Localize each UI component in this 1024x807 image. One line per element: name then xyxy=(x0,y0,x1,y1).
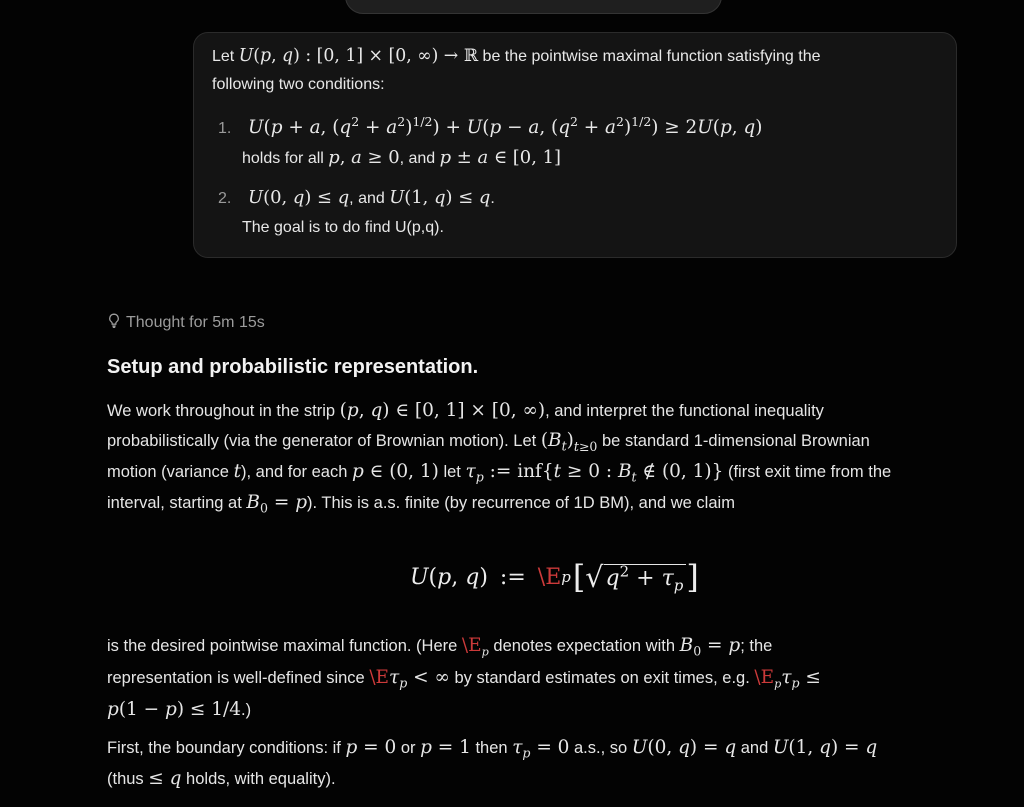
para1-line4: interval, starting at $B_0 = p$). This is a.s. finite (by recurrence of 1D BM), and we claim xyxy=(107,492,735,516)
condition-1-math: U(p + a, $(q^2 + a^2)^{1/2}) + U(p - a$, $(q^2 + a^2)^{1/2}) \ge 2U(p$, q) xyxy=(248,113,763,138)
para2-line2: representation is well-defined since $\backslash E\tau_p$ < ∞ by standard estimates on exit times, e.g. $\backslash E_p\tau_p$ ≤ xyxy=(107,667,821,691)
square-root: √ $q^2 + \tau_p$ xyxy=(585,563,686,592)
lightbulb-icon xyxy=(108,313,126,333)
para1-line2: probabilistically (via the generator of Brownian motion). Let $(B_t)_{t\ge 0}$ be standard 1-dimensional Brownian xyxy=(107,430,870,454)
thought-duration-label: Thought for 5m 15s xyxy=(126,314,265,331)
previous-message-card xyxy=(345,0,722,14)
condition-1: 1. U(p + a, $(q^2 + a^2)^{1/2}) + U(p - a$, $(q^2 + a^2)^{1/2}) \ge 2U(p$, q) xyxy=(218,113,763,138)
problem-intro-line: Let U(p, q) : [0, 1] × [0, ∞) → ℝ be the pointwise maximal function satisfying the xyxy=(212,46,821,66)
para3-line1: First, the boundary conditions: if p = 0 or p = 1 then $\tau_p = 0$ a.s., so U(0, q) = q and U(1, q) = q xyxy=(107,737,878,761)
katex-error-macro: \E xyxy=(537,564,562,590)
para3-line2: (thus ≤ q holds, with equality). xyxy=(107,768,336,789)
para1-line3: motion (variance t), and for each p ∈ (0, 1) let $\tau_p$ := inf{t ≥ 0 : $B_t$ ∉ (0, 1)} (first exit time from the xyxy=(107,461,892,485)
para1-line1: We work throughout in the strip (p, q) ∈ [0, 1] × [0, ∞), and interpret the functional inequality xyxy=(107,400,824,421)
domain-math: U(p, q) : [0, 1] × [0, ∞) → ℝ xyxy=(238,46,479,66)
condition-1-detail: holds for all p, a ≥ 0, and p ± a ∈ [0, 1] xyxy=(242,147,561,168)
user-message-card xyxy=(193,32,957,258)
response-heading: Setup and probabilistic representation. xyxy=(107,356,479,378)
problem-intro-line-2: following two conditions: xyxy=(212,76,385,93)
condition-2: 2. U(0, q) ≤ q, and U(1, q) ≤ q. xyxy=(218,187,495,208)
para2-line3: p(1 − p) ≤ 1/4.) xyxy=(107,699,252,720)
display-equation: U ( p , q ) := \E p [ √ $q^2 + \tau_p$ ] xyxy=(410,558,699,596)
para2-line1: is the desired pointwise maximal function. (Here $\backslash E_p$ denotes expectation with $B_0 = p$; the xyxy=(107,635,773,659)
thought-duration-toggle[interactable] xyxy=(108,313,265,333)
goal-text: The goal is to do find U(p,q). xyxy=(242,219,444,236)
